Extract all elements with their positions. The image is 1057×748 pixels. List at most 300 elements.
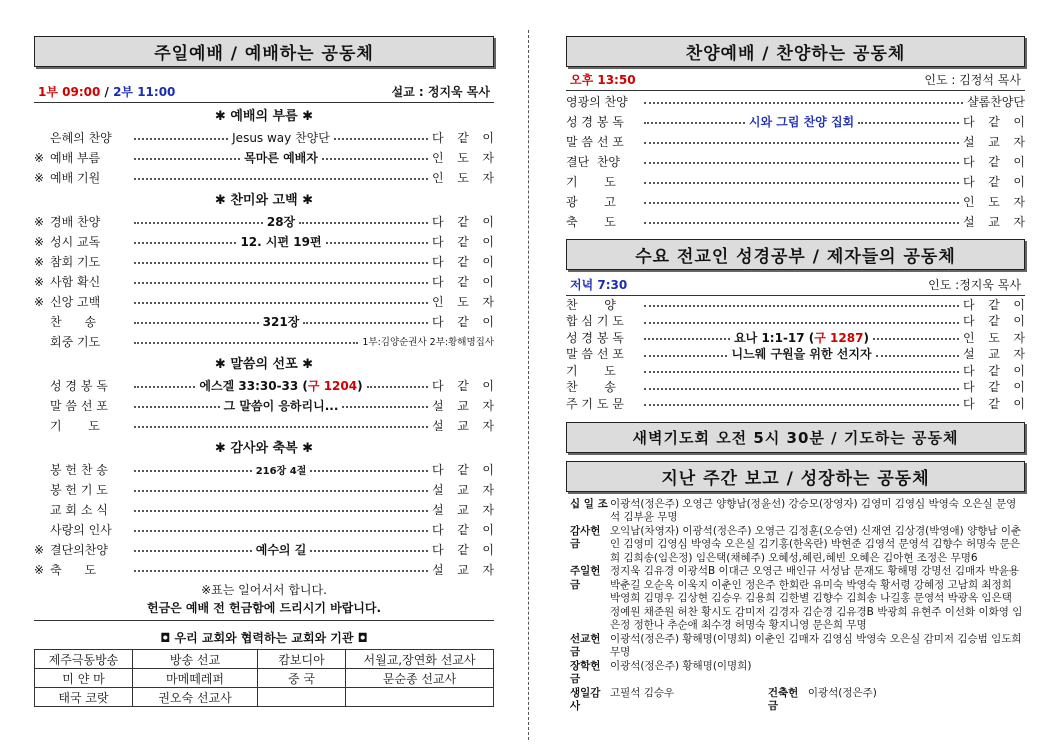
dot-leader (367, 386, 428, 388)
item-content-text: 28장 (266, 214, 296, 229)
praise-row (566, 131, 1025, 151)
item-leader (432, 417, 494, 434)
item-label (566, 378, 640, 395)
dot-leader (134, 490, 428, 492)
item-leader (963, 153, 1025, 170)
item-label-text: 사함 확신 (50, 274, 101, 289)
dot-leader (644, 388, 959, 390)
sunday-service-info (34, 85, 494, 103)
liturgy-row (34, 331, 494, 351)
item-label-text: 성시 교독 (50, 234, 101, 249)
leader-char: 같 (457, 234, 469, 249)
item-content (263, 313, 300, 330)
building-offering (768, 687, 1025, 714)
liturgy-section (34, 191, 494, 351)
leader-char: 같 (988, 174, 1000, 189)
dot-leader (134, 222, 263, 224)
stand-mark: ※ (34, 562, 45, 577)
item-label (34, 233, 130, 250)
coop-cell: 권오숙 선교사 (133, 688, 258, 707)
coop-cell: 문순종 선교사 (346, 669, 494, 688)
leader-char: 도 (988, 194, 1000, 209)
dot-leader (134, 406, 220, 408)
dot-leader (876, 355, 959, 357)
report-value: 정지욱 김유경 이광석B 이대근 오영근 배인규 서성남 문재도 황해명 강명선 김매자 박윤용 박춘길 오순옥 이욱지 이춘인 정은주 한회란 유미숙 박영숙 황서령 강혜정 고남희 최정희 박영희 김명우 김상현 김승우 김용희 김한별 김향수 김희송 나길홍 문영석 박광옥 임은택 정예원 채준원 허찬 황시도 감미저 김경자 김순경 김유경B 박광희 유현주 이선화 이화영 임은정 정한나 추순애 최수경 허명숙 황지니영 문은희 무명 (610, 565, 1023, 631)
item-leader (432, 313, 494, 330)
praise-row (566, 91, 1025, 111)
praise-row (566, 151, 1025, 171)
report-value: 오익남(차영자) 이광석(정은주) 오영근 김정훈(오승연) 신재연 김상경(박영애) 양향남 이춘인 김영미 김영심 박영숙 오은실 김기홍(한옥란) 박현준 김영석 문영석 김향수 허명숙 문은희 김희송(임은정) 임은택(채혜주) 오혜성,혜린,혜빈 오혜은 김아현 조정은 무명6 (610, 524, 1022, 564)
leader-char: 같 (457, 462, 469, 477)
item-label-text: 기 도 (50, 418, 100, 433)
item-leader (963, 213, 1025, 230)
item-content (256, 462, 307, 477)
item-label (34, 417, 130, 434)
second-service-time: 2부 11:00 (113, 85, 176, 99)
item-label (566, 113, 640, 130)
leader-char: 이 (482, 462, 495, 477)
item-label (34, 397, 130, 414)
item-label-text: 예배 기원 (50, 170, 101, 185)
liturgy-row (34, 559, 494, 579)
item-content (256, 541, 307, 558)
leader-char: 다 (432, 542, 444, 557)
item-label (566, 395, 640, 412)
leader-char: 다 (963, 174, 975, 189)
item-label (566, 329, 640, 346)
item-leader (963, 362, 1025, 379)
report-entry (570, 633, 1025, 660)
wednesday-row (566, 329, 1025, 346)
dot-leader (644, 305, 959, 307)
liturgy-row (34, 459, 494, 479)
item-content (731, 345, 871, 362)
leader-char: 같 (457, 214, 469, 229)
leader-char: 자 (1013, 347, 1026, 362)
item-content-text: 시와 그림 찬양 집회 (748, 114, 855, 129)
liturgy-row (34, 395, 494, 415)
item-label (566, 93, 640, 110)
leader-char: 이 (482, 234, 494, 249)
sunday-worship-header: 주일예배 / 예배하는 공동체 (34, 36, 494, 67)
stand-mark: ※ (34, 170, 45, 185)
leader-char: 다 (963, 363, 975, 378)
coop-cell: 캄보디아 (258, 650, 346, 669)
liturgy-row (34, 231, 494, 251)
leader-char: 자 (482, 502, 494, 517)
item-leader (963, 173, 1025, 190)
leader-char: 같 (988, 396, 1000, 411)
report-footer-row (566, 687, 1025, 714)
praise-order (566, 91, 1025, 231)
item-label-text: 경배 찬양 (50, 214, 101, 229)
dot-leader (134, 342, 358, 344)
item-label (34, 521, 130, 538)
item-leader (963, 113, 1025, 130)
item-content-text: 요나 1:1-17 ( (734, 330, 815, 345)
item-leader (432, 273, 494, 290)
leader-char: 같 (457, 274, 469, 289)
leader-char: 이 (1013, 174, 1025, 189)
weekly-report (566, 498, 1025, 687)
item-label-text: 축 도 (50, 562, 97, 577)
report-entry (570, 660, 1025, 687)
item-label-text: 신앙 고백 (50, 294, 101, 309)
dot-leader (299, 222, 428, 224)
item-label (566, 213, 640, 230)
liturgy-row (34, 147, 494, 167)
leader-char: 다 (963, 314, 975, 329)
item-label-text: 성 경 봉 독 (566, 114, 624, 129)
dot-leader (644, 182, 959, 184)
report-value: 이광석(정은주) 황해명(이명희) 이춘인 김매자 김영심 박영숙 오은실 감미저 김승범 임도희 무명 (610, 632, 1022, 658)
leader-char: 다 (432, 130, 444, 145)
leader-char: 다 (432, 314, 444, 329)
item-label-text: 말 씀 선 포 (50, 398, 108, 413)
dot-leader (134, 262, 428, 264)
leader-char: 자 (1013, 214, 1025, 229)
wednesday-row (566, 296, 1025, 313)
report-value: 이광석(정은주) 오영근 양향남(정윤선) 강승모(장영자) 김영미 김영심 박영숙 오은실 문영석 김부윤 무명 (610, 497, 1017, 523)
item-content (244, 149, 318, 166)
dot-leader (644, 142, 959, 144)
dot-leader (644, 122, 745, 124)
liturgy-row (34, 271, 494, 291)
item-label-text: 영광의 찬양 (566, 94, 628, 109)
item-content-text: 216장 4절 (255, 465, 307, 477)
dot-leader (134, 138, 228, 140)
item-content-text: 목마른 예배자 (244, 150, 318, 165)
item-label (34, 541, 130, 558)
leader-char: 도 (457, 294, 469, 309)
dot-leader (326, 242, 428, 244)
item-leader (432, 481, 494, 498)
item-label (34, 313, 130, 330)
leader-char: 다 (432, 234, 444, 249)
leader-char: 인 (432, 294, 444, 309)
leader-char: 이 (1013, 396, 1025, 411)
dot-leader (342, 406, 428, 408)
liturgy-section (34, 355, 494, 435)
item-label (34, 501, 130, 518)
item-label-text: 말 씀 선 포 (566, 347, 624, 362)
item-leader (432, 501, 494, 518)
coop-cell: 마메떼레퍼 (133, 669, 258, 688)
leader-char: 같 (988, 154, 1000, 169)
item-content (199, 377, 362, 394)
liturgy-row (34, 415, 494, 435)
praise-row (566, 211, 1025, 231)
stand-mark: ※ (34, 274, 45, 289)
liturgy-row (34, 479, 494, 499)
dot-leader (644, 355, 727, 357)
leader-char: 다 (432, 462, 444, 477)
wednesday-row (566, 395, 1025, 412)
dot-leader (134, 530, 428, 532)
leader-char: 자 (1013, 194, 1025, 209)
item-label (34, 273, 130, 290)
item-label-text: 참회 기도 (50, 254, 101, 269)
item-content (232, 129, 330, 146)
item-label-text: 교 회 소 식 (50, 502, 108, 517)
item-leader (963, 193, 1025, 210)
hymn-ref-close: ) (357, 378, 363, 393)
leader-char: 같 (988, 314, 1000, 329)
leader-char: 이 (1013, 154, 1025, 169)
item-leader (432, 293, 494, 310)
coop-cell: 중 국 (258, 669, 346, 688)
report-value: 이광석(정은주) 황해명(이명희) (610, 659, 752, 672)
hymn-ref: 구 1204 (307, 378, 358, 393)
item-label (566, 362, 640, 379)
leader-char: 같 (988, 297, 1000, 312)
wednesday-order (566, 296, 1025, 412)
report-entry (570, 525, 1025, 566)
dot-leader (644, 202, 959, 204)
stand-mark: ※ (34, 214, 45, 229)
item-label-text: 광 고 (566, 194, 616, 209)
item-leader (963, 345, 1025, 362)
item-label-text: 기 도 (566, 174, 616, 189)
leader-char: 설 (963, 214, 975, 229)
dot-leader (303, 322, 428, 324)
item-leader (963, 312, 1025, 329)
item-label (566, 153, 640, 170)
liturgy-section (34, 107, 494, 187)
coop-cell: 제주극동방송 (35, 650, 133, 669)
offering-note: 헌금은 예배 전 헌금함에 드리시기 바랍니다. (34, 599, 494, 621)
dot-leader (644, 222, 959, 224)
leader-char: 교 (457, 562, 469, 577)
item-label (34, 481, 130, 498)
item-leader (432, 397, 494, 414)
leader-char: 자 (482, 150, 495, 165)
leader-char: 자 (482, 562, 494, 577)
item-content-text: 그 말씀이 응하리니... (223, 398, 339, 413)
item-label (34, 149, 130, 166)
item-content (267, 213, 295, 230)
time-separator: / (100, 85, 114, 99)
leader-char: 이 (482, 542, 495, 557)
report-entry (570, 565, 1025, 633)
dot-leader (644, 371, 959, 373)
praise-row (566, 111, 1025, 131)
item-content (240, 233, 321, 250)
leader-char: 인 (963, 330, 975, 345)
leader-char: 다 (432, 274, 444, 289)
stand-mark: ※ (34, 234, 45, 249)
item-label-text: 찬 양 (566, 297, 616, 312)
dot-leader (334, 138, 428, 140)
liturgy-row (34, 539, 494, 559)
dot-leader (134, 426, 428, 428)
liturgy-row (34, 499, 494, 519)
item-leader (432, 377, 494, 394)
dot-leader (134, 282, 428, 284)
leader-char: 자 (482, 170, 494, 185)
dot-leader (134, 386, 195, 388)
item-leader (432, 213, 494, 230)
dot-leader (134, 550, 252, 552)
stand-mark: ※ (34, 542, 45, 557)
item-label-text: 봉 헌 기 도 (50, 482, 108, 497)
item-label-text: 예배 부름 (50, 150, 101, 165)
dot-leader (310, 550, 428, 552)
item-label (566, 173, 640, 190)
birthday-offering-key: 생일감사 (570, 686, 601, 712)
leader-char: 이 (482, 522, 494, 537)
liturgy-row (34, 167, 494, 187)
section-title: ✱ 감사와 축복 ✱ (214, 441, 314, 456)
dot-leader (644, 102, 963, 104)
left-column (34, 0, 494, 707)
stand-mark: ※ (34, 254, 45, 269)
leader-char: 교 (457, 418, 469, 433)
column-divider (528, 30, 529, 740)
item-leader (432, 541, 494, 558)
liturgy-row (34, 519, 494, 539)
leader-char: 다 (963, 396, 975, 411)
item-label-text: 결단 찬양 (566, 154, 620, 169)
dot-leader (134, 322, 259, 324)
item-label (34, 169, 130, 186)
leader-char: 교 (988, 347, 1000, 362)
leader-char: 도 (988, 330, 1000, 345)
coop-cell: 서월교,장연화 선교사 (346, 650, 494, 669)
leader-char: 같 (457, 314, 469, 329)
leader-char: 같 (988, 380, 1000, 395)
item-leader (432, 233, 494, 250)
leader-char: 교 (988, 214, 1000, 229)
leader-char: 도 (457, 150, 469, 165)
leader-char: 이 (1013, 314, 1025, 329)
item-label-text: 은혜의 찬양 (50, 130, 112, 145)
item-label (34, 333, 130, 350)
leader-char: 인 (963, 194, 975, 209)
dot-leader (310, 470, 428, 472)
coop-row (35, 688, 494, 707)
stand-mark: ※ (34, 150, 45, 165)
sermon-preacher: 설교 : 정지욱 목사 (391, 85, 490, 99)
stand-note: ※표는 일어서서 합니다. (201, 583, 327, 597)
leader-char: 교 (988, 134, 1000, 149)
item-label-text: 찬 송 (566, 380, 616, 395)
dot-leader (134, 510, 428, 512)
leader-char: 같 (457, 130, 469, 145)
item-label-text: 기 도 (566, 363, 616, 378)
item-leader (963, 378, 1025, 395)
item-label (34, 293, 130, 310)
item-label (34, 253, 130, 270)
leader-char: 설 (432, 562, 444, 577)
leader-char: 자 (482, 482, 494, 497)
leader-char: 다 (963, 380, 975, 395)
wednesday-leader: 인도 :정지욱 목사 (928, 278, 1021, 292)
wednesday-row (566, 346, 1025, 363)
leader-char: 같 (457, 522, 469, 537)
report-key: 장학헌금 (570, 659, 601, 685)
item-label-text: 찬 송 (50, 314, 97, 329)
liturgy-row (34, 211, 494, 231)
item-label-text: 성 경 봉 독 (566, 330, 624, 345)
liturgy-row (34, 375, 494, 395)
building-offering-value: 이광석(정은주) (807, 686, 877, 699)
item-leader-text: 샬롬찬양단 (967, 94, 1025, 109)
leader-char: 자 (1013, 330, 1026, 345)
item-leader-text: 1부:김양순권사 2부:황해명집사 (362, 337, 494, 348)
item-leader (963, 329, 1025, 346)
item-leader (432, 561, 494, 578)
wednesday-study-header: 수요 전교인 성경공부 / 제자들의 공동체 (566, 239, 1025, 270)
item-label-text: 말 씀 선 포 (566, 134, 624, 149)
dawn-prayer-header: 새벽기도회 오전 5시 30분 / 기도하는 공동체 (566, 422, 1025, 453)
wednesday-row (566, 379, 1025, 396)
right-column (566, 0, 1025, 714)
report-key: 감사헌금 (570, 524, 601, 550)
leader-char: 다 (963, 297, 975, 312)
item-content-text: 니느웨 구원을 위한 선지자 (731, 347, 872, 362)
cooperating-churches-title: ◘ 우리 교회와 협력하는 교회와 기관 ◘ (160, 631, 368, 645)
leader-char: 다 (432, 254, 444, 269)
item-label (566, 193, 640, 210)
item-leader (432, 461, 494, 478)
coop-cell: 태국 코랏 (35, 688, 133, 707)
leader-char: 교 (457, 502, 469, 517)
item-label (566, 312, 640, 329)
item-label-text: 봉 헌 찬 송 (50, 462, 108, 477)
item-leader (432, 521, 494, 538)
liturgy-row (34, 311, 494, 331)
coop-row (35, 650, 494, 669)
dot-leader (873, 338, 959, 340)
leader-char: 다 (432, 214, 444, 229)
item-leader (432, 149, 494, 166)
leader-char: 인 (432, 150, 444, 165)
item-label-text: 결단의찬양 (50, 542, 108, 557)
leader-char: 도 (457, 170, 469, 185)
leader-char: 설 (432, 502, 444, 517)
leader-char: 인 (432, 170, 444, 185)
item-label (566, 296, 640, 313)
liturgy-sections (34, 107, 494, 579)
leader-char: 교 (457, 482, 469, 497)
leader-char: 설 (963, 347, 975, 362)
wednesday-time: 저녁 7:30 (570, 278, 628, 292)
leader-char: 자 (1013, 134, 1025, 149)
dot-leader (644, 338, 730, 340)
item-leader (963, 296, 1025, 313)
leader-char: 교 (457, 398, 469, 413)
item-leader (432, 253, 494, 270)
item-label-text: 축 도 (566, 214, 616, 229)
item-leader (432, 129, 494, 146)
leader-char: 설 (432, 418, 444, 433)
liturgy-row (34, 251, 494, 271)
praise-info (566, 73, 1025, 91)
leader-char: 자 (482, 418, 494, 433)
item-content-text: 12. 시편 19편 (240, 234, 322, 249)
item-label (34, 561, 130, 578)
birthday-offering-value: 고필석 김승우 (610, 686, 675, 699)
leader-char: 설 (963, 134, 975, 149)
wednesday-info (566, 278, 1025, 296)
dot-leader (644, 322, 959, 324)
leader-char: 자 (482, 398, 494, 413)
leader-char: 이 (482, 274, 494, 289)
leader-char: 다 (963, 154, 975, 169)
praise-leader: 인도 : 김정석 목사 (924, 73, 1021, 87)
liturgy-row (34, 291, 494, 311)
